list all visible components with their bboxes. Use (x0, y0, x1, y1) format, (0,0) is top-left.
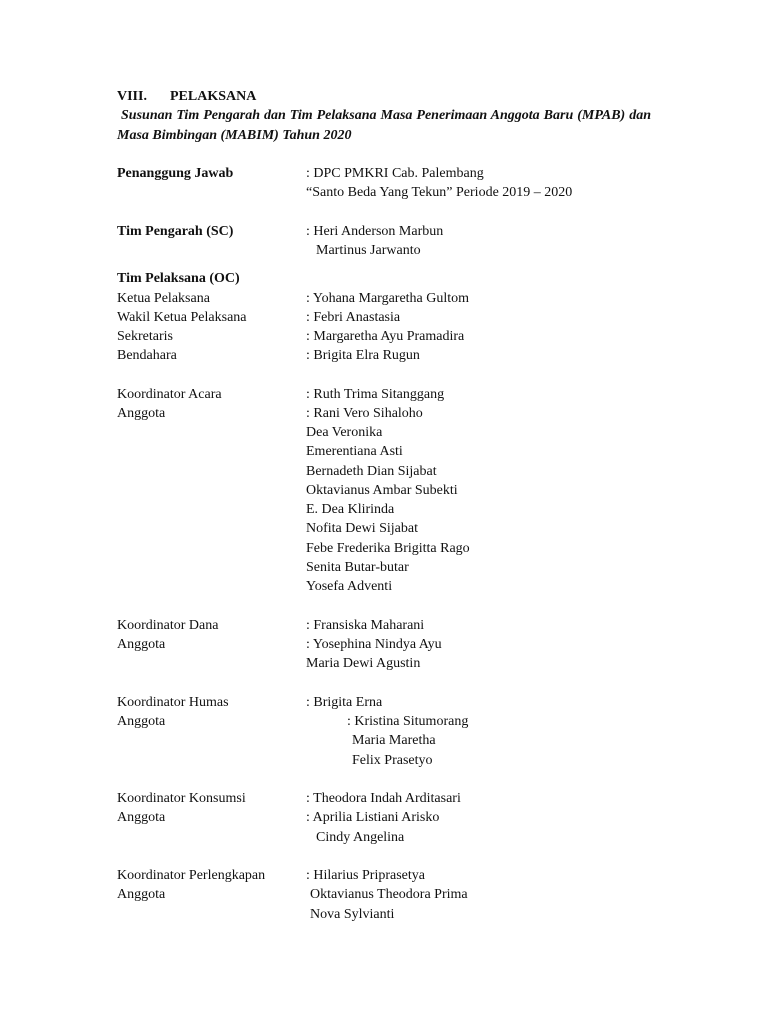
ketua-pelaksana-value: : Yohana Margaretha Gultom (306, 291, 470, 306)
anggota-humas-member: : Kristina Situmorang (347, 714, 469, 729)
sekretaris-label: Sekretaris (117, 329, 173, 344)
tim-pengarah-member: Martinus Jarwanto (316, 243, 421, 258)
section-subtitle-text: Susunan Tim Pengarah dan Tim Pelaksana Masa Penerimaan Anggota Baru (MPAB) dan Masa Bimbingan (MABIM) Tahun 2020 (117, 108, 652, 143)
koordinator-humas-label: Koordinator Humas (117, 695, 229, 710)
koordinator-acara-label: Koordinator Acara (117, 387, 222, 402)
section-subtitle (117, 106, 651, 145)
anggota-acara-member: Dea Veronika (306, 425, 383, 440)
anggota-konsumsi-member: Cindy Angelina (316, 830, 405, 845)
anggota-humas-label: Anggota (117, 714, 166, 729)
ketua-pelaksana-label: Ketua Pelaksana (117, 291, 210, 306)
koordinator-dana-value: : Fransiska Maharani (306, 618, 425, 633)
anggota-dana-member: Maria Dewi Agustin (306, 656, 421, 671)
anggota-acara-member: : Rani Vero Sihaloho (306, 406, 423, 421)
tim-pengarah-label: Tim Pengarah (SC) (117, 224, 234, 239)
anggota-konsumsi-label: Anggota (117, 810, 166, 825)
anggota-acara-member: Emerentiana Asti (306, 444, 403, 459)
section-title: PELAKSANA (170, 89, 257, 104)
anggota-dana-label: Anggota (117, 637, 166, 652)
bendahara-value: : Brigita Elra Rugun (306, 348, 420, 363)
anggota-acara-member: Nofita Dewi Sijabat (306, 521, 418, 536)
koordinator-dana-label: Koordinator Dana (117, 618, 219, 633)
koordinator-konsumsi-value: : Theodora Indah Arditasari (306, 791, 461, 806)
sekretaris-value: : Margaretha Ayu Pramadira (306, 329, 465, 344)
anggota-humas-member: Maria Maretha (352, 733, 436, 748)
anggota-konsumsi-member: : Aprilia Listiani Arisko (306, 810, 440, 825)
tim-pelaksana-heading: Tim Pelaksana (OC) (117, 271, 240, 286)
koordinator-acara-value: : Ruth Trima Sitanggang (306, 387, 445, 402)
anggota-acara-member: Oktavianus Ambar Subekti (306, 483, 458, 498)
anggota-acara-label: Anggota (117, 406, 166, 421)
anggota-dana-member: : Yosephina Nindya Ayu (306, 637, 442, 652)
koordinator-perlengkapan-label: Koordinator Perlengkapan (117, 868, 266, 883)
penanggung-jawab-period: “Santo Beda Yang Tekun” Periode 2019 – 2020 (306, 185, 573, 200)
wakil-ketua-label: Wakil Ketua Pelaksana (117, 310, 247, 325)
anggota-perlengkapan-label: Anggota (117, 887, 166, 902)
anggota-humas-member: Felix Prasetyo (352, 753, 433, 768)
anggota-acara-member: Yosefa Adventi (306, 579, 393, 594)
wakil-ketua-value: : Febri Anastasia (306, 310, 401, 325)
anggota-acara-member: Febe Frederika Brigitta Rago (306, 541, 470, 556)
koordinator-perlengkapan-value: : Hilarius Priprasetya (306, 868, 425, 883)
penanggung-jawab-value: : DPC PMKRI Cab. Palembang (306, 166, 484, 181)
bendahara-label: Bendahara (117, 348, 177, 363)
anggota-perlengkapan-member: Nova Sylvianti (310, 907, 395, 922)
anggota-acara-member: E. Dea Klirinda (306, 502, 395, 517)
koordinator-konsumsi-label: Koordinator Konsumsi (117, 791, 246, 806)
section-number: VIII. (117, 89, 147, 104)
tim-pengarah-member: : Heri Anderson Marbun (306, 224, 444, 239)
anggota-acara-member: Senita Butar-butar (306, 560, 409, 575)
koordinator-humas-value: : Brigita Erna (306, 695, 383, 710)
penanggung-jawab-label: Penanggung Jawab (117, 166, 234, 181)
anggota-perlengkapan-member: Oktavianus Theodora Prima (310, 887, 468, 902)
anggota-acara-member: Bernadeth Dian Sijabat (306, 464, 437, 479)
